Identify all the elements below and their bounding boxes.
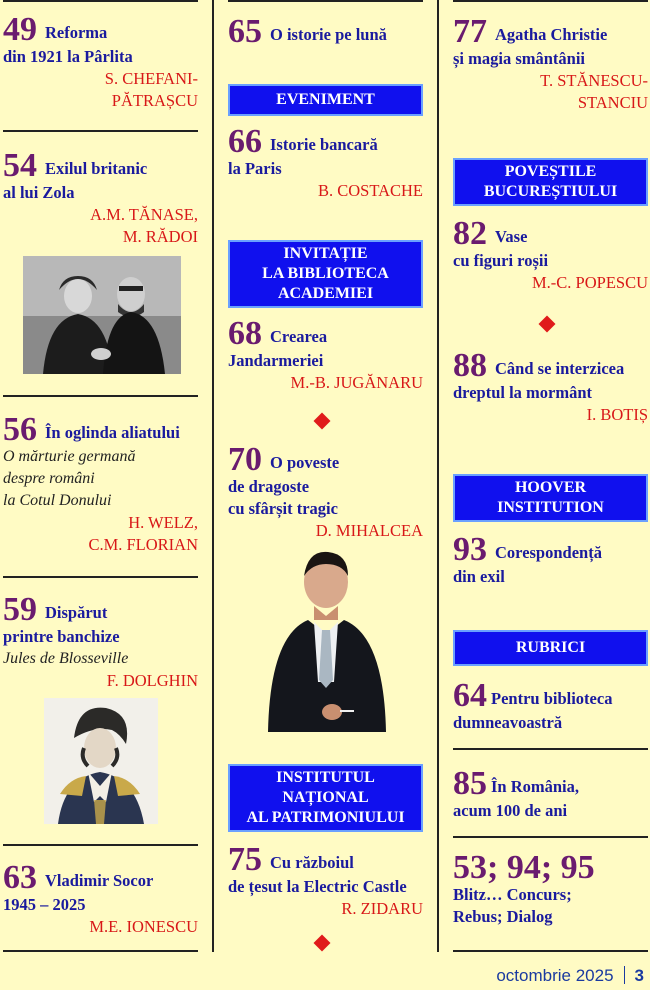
divider [453, 748, 648, 750]
article-title-line: și magia smântânii [453, 49, 586, 68]
divider [228, 0, 423, 2]
page-footer [496, 966, 644, 986]
article-title-line: cu figuri roșii [453, 251, 549, 270]
page-number: 66 [228, 123, 262, 160]
article-49[interactable] [3, 11, 198, 112]
article-title: Dispărut [45, 603, 108, 622]
article-title: Istorie bancară [270, 135, 378, 154]
section-header-eveniment: EVENIMENT [228, 84, 423, 116]
article-70[interactable] [228, 441, 423, 542]
divider [3, 576, 198, 578]
author: A.M. TĂNASE, [90, 205, 198, 224]
author: I. BOTIȘ [586, 405, 648, 424]
article-title-line: cu sfârșit tragic [228, 499, 338, 518]
issue-date: octombrie 2025 [496, 966, 614, 985]
article-title-line: Rebus; Dialog [453, 907, 553, 926]
divider [453, 0, 648, 2]
author: PĂTRAȘCU [111, 91, 198, 110]
divider [3, 395, 198, 397]
article-title: Pentru biblioteca [491, 689, 613, 708]
section-header-invitatie: INVITAȚIE LA BIBLIOTECA ACADEMIEI [228, 240, 423, 308]
article-59[interactable] [3, 591, 198, 692]
page-number: 88 [453, 347, 487, 384]
zola-couple-photo [23, 256, 181, 374]
page-number: 85 [453, 765, 487, 802]
article-68[interactable] [228, 315, 423, 394]
article-title: Când se interzicea [495, 359, 625, 378]
article-93[interactable] [453, 531, 648, 588]
article-subtitle: despre români [3, 470, 95, 487]
article-rubrici-misc[interactable] [453, 849, 648, 928]
author: M.E. IONESCU [89, 917, 198, 936]
page-number: 70 [228, 441, 262, 478]
article-title-line: dreptul la mormânt [453, 383, 593, 402]
article-title: Reforma [45, 23, 108, 42]
divider [3, 0, 198, 2]
article-85[interactable] [453, 765, 648, 822]
author: M. RĂDOI [122, 227, 198, 246]
article-77[interactable] [453, 13, 648, 114]
column-divider [212, 0, 214, 952]
article-title-line: din 1921 la Pârlita [3, 47, 133, 66]
article-title: În România, [491, 777, 580, 796]
column-divider [437, 0, 439, 952]
article-title: Crearea [270, 327, 328, 346]
author: T. STĂNESCU- [540, 71, 648, 90]
page-number: 63 [3, 859, 37, 896]
article-title: Vladimir Socor [45, 871, 154, 890]
divider [3, 130, 198, 132]
divider [453, 836, 648, 838]
blosseville-portrait [44, 698, 158, 824]
divider [3, 950, 198, 952]
section-header-rubrici: RUBRICI [453, 630, 648, 666]
section-header-inp: INSTITUTUL NAȚIONAL AL PATRIMONIULUI [228, 764, 423, 832]
article-title-line: al lui Zola [3, 183, 75, 202]
page-number: 49 [3, 11, 37, 48]
page-number: 54 [3, 147, 37, 184]
article-title: Corespondență [495, 543, 602, 562]
article-subtitle: la Cotul Donului [3, 492, 112, 509]
article-88[interactable] [453, 347, 648, 426]
divider [453, 950, 648, 952]
author: M.-C. POPESCU [532, 273, 648, 292]
author: M.-B. JUGĂNARU [290, 373, 423, 392]
article-title: Exilul britanic [45, 159, 148, 178]
article-54[interactable] [3, 147, 198, 248]
article-subtitle: O mărturie germană [3, 448, 136, 465]
page-number: 64 [453, 677, 487, 714]
page-folio: 3 [634, 966, 644, 985]
diamond-icon [314, 413, 331, 430]
article-title: În oglinda aliatului [45, 423, 180, 442]
article-subtitle: Jules de Blosseville [3, 650, 129, 667]
article-title-line: dumneavoastră [453, 713, 563, 732]
diamond-icon [539, 316, 556, 333]
article-title: O istorie pe lună [270, 25, 387, 44]
diamond-icon [314, 935, 331, 952]
article-66[interactable] [228, 123, 423, 202]
article-75[interactable] [228, 841, 423, 920]
page-number: 77 [453, 13, 487, 50]
article-title-line: printre banchize [3, 627, 120, 646]
page-number: 93 [453, 531, 487, 568]
author: R. ZIDARU [341, 899, 423, 918]
article-title: Agatha Christie [495, 25, 608, 44]
author: F. DOLGHIN [106, 671, 198, 690]
article-title: Vase [495, 227, 528, 246]
article-title-line: la Paris [228, 159, 282, 178]
page-number: 82 [453, 215, 487, 252]
article-title-line: 1945 – 2025 [3, 895, 86, 914]
author: STANCIU [577, 93, 648, 112]
author: H. WELZ, [128, 513, 198, 532]
article-title: Cu războiul [270, 853, 354, 872]
section-header-hoover: HOOVER INSTITUTION [453, 474, 648, 522]
article-56[interactable] [3, 411, 198, 556]
footer-separator [624, 966, 625, 984]
page-number: 75 [228, 841, 262, 878]
article-title: Blitz… Concurs; [453, 885, 572, 904]
author: B. COSTACHE [317, 181, 423, 200]
article-title-line: de dragoste [228, 477, 310, 496]
page-number: 65 [228, 13, 262, 50]
man-in-suit-photo [262, 550, 390, 732]
article-82[interactable] [453, 215, 648, 294]
divider [3, 844, 198, 846]
page-number: 59 [3, 591, 37, 628]
article-64[interactable] [453, 677, 648, 734]
section-header-povestile: POVEȘTILE BUCUREȘTIULUI [453, 158, 648, 206]
page-number: 68 [228, 315, 262, 352]
article-title-line: de țesut la Electric Castle [228, 877, 407, 896]
author: S. CHEFANI- [104, 69, 198, 88]
page-number: 56 [3, 411, 37, 448]
author: C.M. FLORIAN [88, 535, 198, 554]
article-title-line: Jandarmeriei [228, 351, 324, 370]
article-65[interactable] [228, 13, 423, 50]
article-63[interactable] [3, 859, 198, 938]
author: D. MIHALCEA [315, 521, 423, 540]
article-title: O poveste [270, 453, 340, 472]
page-number: 53; 94; 95 [453, 849, 595, 886]
article-title-line: acum 100 de ani [453, 801, 568, 820]
article-title-line: din exil [453, 567, 505, 586]
